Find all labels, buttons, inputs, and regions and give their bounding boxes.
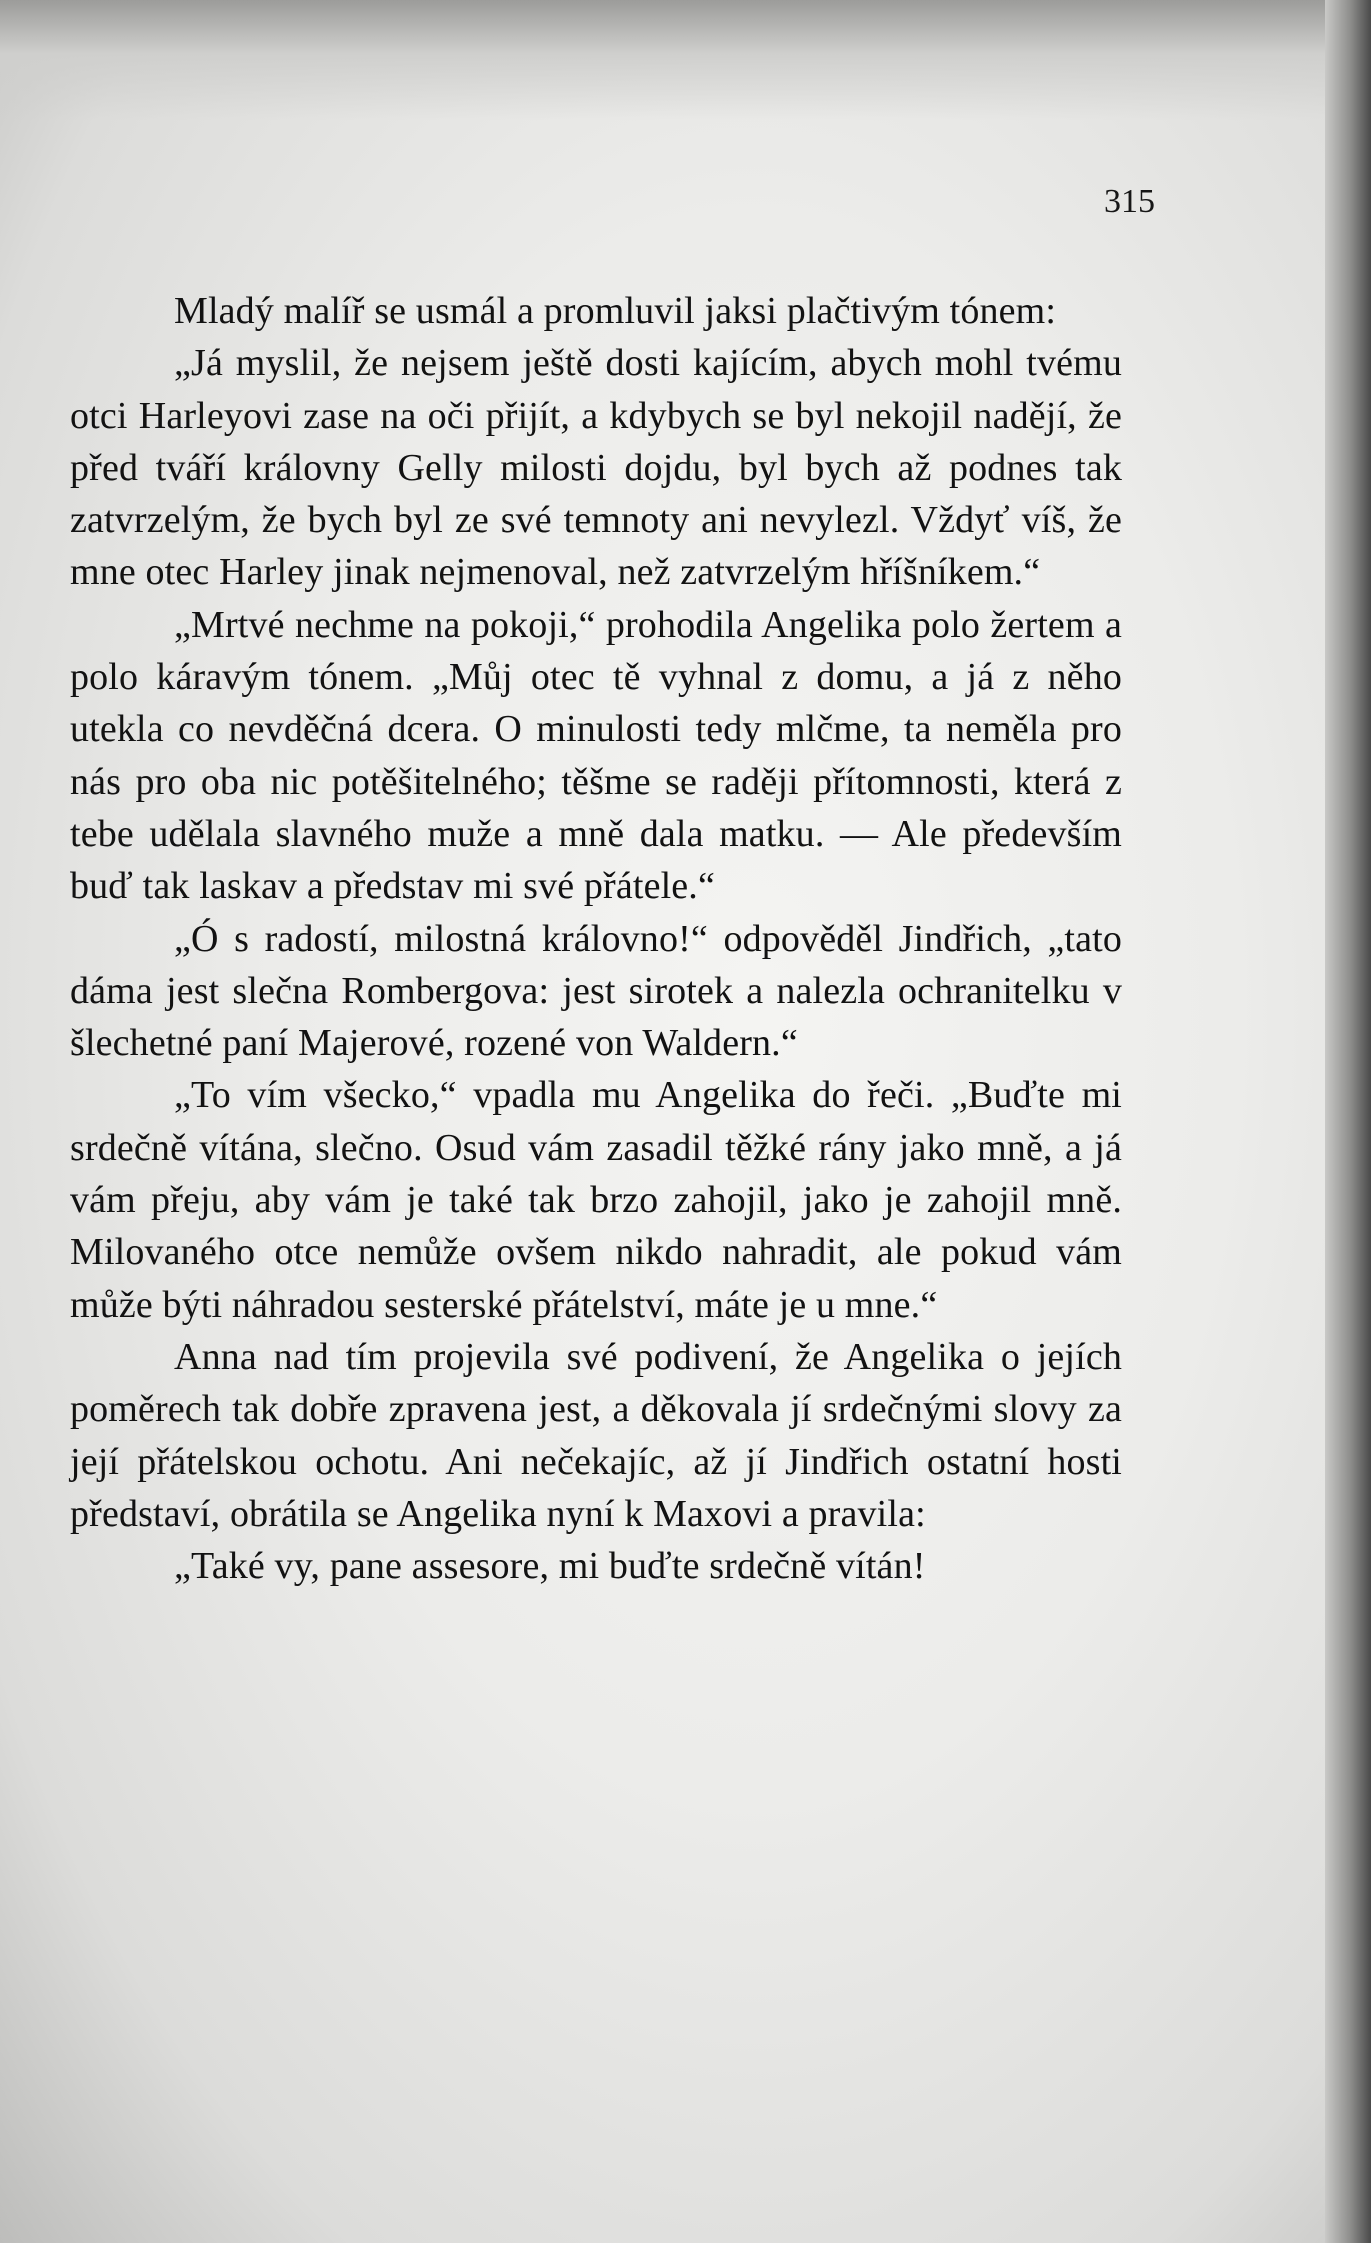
paragraph: „Také vy, pane assesore, mi buďte srdečně vítán! [174,1545,926,1588]
page-top-shadow [0,0,1371,120]
paragraph: „Mrtvé nechme na pokoji,“ prohodila Angelika polo žertem a polo káravým tónem. „Můj otec tě vyhnal z domu, a já z něho utekla co nevděčná dcera. O minulosti tedy mlčme, ta neměla pro nás pro oba nic potěšitelného; těšme se raději přítomnosti, která z tebe udělala slavného muže a mně dala matku. — Ale především buď tak laskav a představ mi své přátele.“ [70,603,1122,908]
paragraph: Mladý malíř se usmál a promluvil jaksi plačtivým tónem: [174,290,1057,332]
paragraph: „Ó s radostí, milostná královno!“ odpověděl Jindřich, „tato dáma jest slečna Rombergova: jest sirotek a nalezla ochranitelku v šlechetné paní Majerové, rozené von Waldern.“ [70,917,1122,1065]
page-right-edge [1325,0,1371,2243]
paragraph: „Já myslil, že nejsem ještě dosti kajícím, abych mohl tvému otci Harleyovi zase na oči přijít, a kdybych se byl nekojil nadějí, že před tváří královny Gelly milosti dojdu, byl bych až podnes tak zatvrzelým, že bych byl ze své temnoty ani nevylezl. Vždyť víš, že mne otec Harley jinak nejmenoval, než zatvrzelým hříšníkem.“ [70,342,1122,594]
paragraph: Anna nad tím projevila své podivení, že Angelika o jejích poměrech tak dobře zpravena jest, a děkovala jí srdečnými slovy za její přátelskou ochotu. Ani nečekajíc, až jí Jindřich ostatní hosti představí, obrátila se Angelika nyní k Maxovi a pravila: [70,1335,1122,1535]
page-number: 315 [1104,183,1155,220]
paragraph: „To vím všecko,“ vpadla mu Angelika do řeči. „Buďte mi srdečně vítána, slečno. Osud vám zasadil těžké rány jako mně, a já vám přeju, aby vám je také tak brzo zahojil, jako je zahojil mně. Milovaného otce nemůže ovšem nikdo nahradit, ale pokud vám může býti náhradou sesterské přátelství, máte je u mne.“ [70,1074,1122,1326]
body-text [70,285,1122,1592]
